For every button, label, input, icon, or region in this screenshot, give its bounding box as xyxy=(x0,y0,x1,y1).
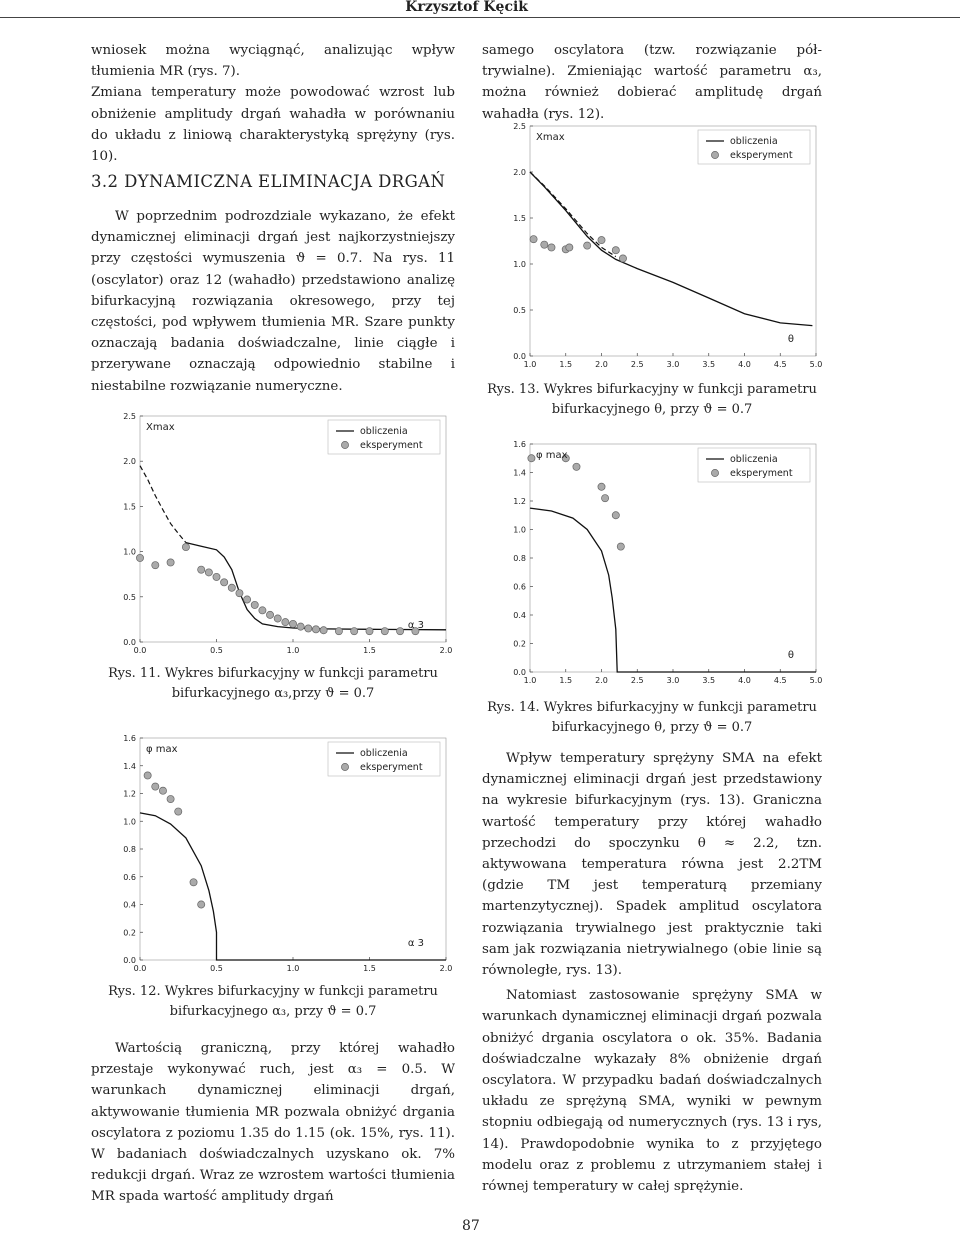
y-tick-label: 0.6 xyxy=(123,872,136,882)
experiment-point xyxy=(573,463,580,470)
y-axis-label: φ max xyxy=(536,450,568,461)
page-number: 87 xyxy=(462,1218,480,1234)
experiment-point xyxy=(598,236,605,243)
experiment-point xyxy=(221,579,228,586)
legend-point-symbol xyxy=(711,151,718,158)
experiment-point xyxy=(259,607,266,614)
figure-13-chart xyxy=(498,112,828,374)
experiment-point xyxy=(159,787,166,794)
x-tick-label: 2.5 xyxy=(630,360,644,369)
x-tick-label: 4.0 xyxy=(738,676,751,685)
y-tick-label: 0.0 xyxy=(123,638,136,647)
experiment-point xyxy=(167,559,174,566)
experiment-point xyxy=(274,615,281,622)
x-tick-label: 1.0 xyxy=(286,646,300,655)
y-tick-label: 0.0 xyxy=(513,352,526,361)
paragraph: samego oscylatora (tzw. rozwiązanie pół-trywialne). Zmieniając wartość parametru α₃, można również dobierać amplitudę drgań wahadła (rys. 12). xyxy=(482,43,822,122)
y-tick-label: 0.8 xyxy=(513,554,526,563)
experiment-point xyxy=(297,623,304,630)
x-tick-label: 1.0 xyxy=(286,964,300,973)
experiment-point xyxy=(601,495,608,502)
y-tick-label: 1.6 xyxy=(513,440,526,449)
left-column-bottom xyxy=(91,1038,455,1208)
experiment-point xyxy=(190,879,197,886)
x-tick-label: 5.0 xyxy=(809,676,823,685)
y-tick-label: 0.4 xyxy=(513,611,526,620)
x-tick-label: 3.0 xyxy=(666,676,680,685)
legend-label: obliczenia xyxy=(360,748,408,759)
experiment-point xyxy=(198,566,205,573)
experiment-point xyxy=(289,620,296,627)
legend-point-symbol xyxy=(711,469,718,476)
figure-12-caption: Rys. 12. Wykres bifurkacyjny w funkcji parametru bifurkacyjnego α₃, przy ϑ = 0.7 xyxy=(108,984,438,1019)
y-tick-label: 2.0 xyxy=(123,457,136,467)
x-tick-label: 2.0 xyxy=(439,646,453,655)
x-tick-label: 4.5 xyxy=(773,676,787,685)
experiment-point xyxy=(167,795,174,802)
experiment-point xyxy=(152,562,159,569)
experiment-point xyxy=(566,244,573,251)
experiment-point xyxy=(266,611,273,618)
legend-label: eksperyment xyxy=(360,762,423,773)
left-column-mid xyxy=(91,206,455,397)
y-tick-label: 1.0 xyxy=(123,547,136,557)
experiment-point xyxy=(312,626,319,633)
y-tick-label: 2.5 xyxy=(513,122,526,131)
experiment-point xyxy=(136,554,143,561)
x-tick-label: 2.0 xyxy=(439,964,453,973)
x-tick-label: 1.5 xyxy=(363,964,376,973)
legend-label: eksperyment xyxy=(360,440,423,451)
y-tick-label: 0.5 xyxy=(123,592,136,602)
y-tick-label: 2.5 xyxy=(123,412,136,421)
legend-point-symbol xyxy=(341,763,348,770)
y-axis-label: Xmax xyxy=(536,132,565,143)
x-tick-label: 1.0 xyxy=(523,360,537,369)
x-tick-label: 3.5 xyxy=(702,360,716,369)
x-tick-label: 1.5 xyxy=(559,360,573,369)
y-tick-label: 0.5 xyxy=(513,306,526,315)
legend-label: obliczenia xyxy=(360,426,408,437)
y-tick-label: 1.5 xyxy=(123,502,136,512)
experiment-point xyxy=(305,625,312,632)
y-tick-label: 0.2 xyxy=(513,639,526,649)
x-tick-label: 0.5 xyxy=(210,646,223,655)
paragraph: Zmiana temperatury może powodować wzrost lub obniżenie amplitudy drgań wahadła w porównaniu do układu z liniową charakterystyką sprężyny (rys. 10). xyxy=(91,85,455,165)
figure-11-chart xyxy=(108,402,458,660)
paragraph: W poprzednim podrozdziale wykazano, że efekt dynamicznej eliminacji drgań jest najkorzystniejszy przy częstości wymuszenia ϑ = 0.7. Na rys. 11 (oscylator) oraz 12 (wahadło) przedstawiono analizę bifurkacyjną rozwiązania okresowego, przy tej częstości, pod wpływem tłumienia MR. Szare punkty oznaczają badania doświadczalne, linie ciągłe i przerywane oznaczają odpowiednio stabilne i niestabilne rozwiązanie numeryczne. xyxy=(91,209,455,394)
x-axis-label: α 3 xyxy=(407,620,424,631)
x-tick-label: 2.0 xyxy=(595,676,608,685)
experiment-point xyxy=(612,247,619,254)
x-tick-label: 5.0 xyxy=(809,360,823,369)
experiment-point xyxy=(548,244,555,251)
y-tick-label: 0.2 xyxy=(123,928,136,938)
experiment-point xyxy=(612,512,619,519)
experiment-point xyxy=(541,241,548,248)
figure-14-chart xyxy=(498,430,828,690)
paragraph: Wpływ temperatury sprężyny SMA na efekt dynamicznej eliminacji drgań jest przedstawiony na wykresie bifurkacyjnym (rys. 13). Graniczna wartość temperatury przy której wahadło przechodzi do spoczynku θ ≈ 2.2, tzn. aktywowana temperatura równa jest 2.2TM (gdzie TM jest temperaturą przemiany martenzytycznej). Spadek amplitud oscylatora rozwiązania trywialnego jest praktycznie taki sam jak rozwiązania nietrywialnego (obie linie są równoległe, rys. 13). xyxy=(482,751,822,979)
experiment-point xyxy=(598,483,605,490)
y-tick-label: 1.2 xyxy=(513,497,526,506)
experiment-point xyxy=(335,628,342,635)
experiment-point xyxy=(619,255,626,262)
experiment-point xyxy=(584,242,591,249)
y-tick-label: 0.0 xyxy=(123,956,136,965)
experiment-point xyxy=(528,455,535,462)
x-tick-label: 1.5 xyxy=(363,646,376,655)
x-tick-label: 0.0 xyxy=(133,964,147,973)
experiment-point xyxy=(213,573,220,580)
y-tick-label: 1.0 xyxy=(123,817,136,827)
experiment-point xyxy=(144,772,151,779)
y-tick-label: 1.4 xyxy=(123,761,136,771)
right-column-bottom xyxy=(482,748,822,1197)
experiment-point xyxy=(251,601,258,608)
paragraph: wniosek można wyciągnąć, analizując wpływ tłumienia MR (rys. 7). xyxy=(91,43,455,80)
x-axis-label: α 3 xyxy=(407,938,424,949)
x-tick-label: 1.0 xyxy=(523,676,537,685)
experiment-point xyxy=(198,901,205,908)
experiment-point xyxy=(282,619,289,626)
x-axis-label: θ xyxy=(787,334,794,345)
figure-13-caption: Rys. 13. Wykres bifurkacyjny w funkcji parametru bifurkacyjnego θ, przy ϑ = 0.7 xyxy=(487,382,817,417)
stable-branch-line xyxy=(140,813,446,960)
legend-label: obliczenia xyxy=(730,454,778,465)
y-tick-label: 1.0 xyxy=(513,260,526,269)
x-tick-label: 4.0 xyxy=(738,360,751,369)
experiment-point xyxy=(366,628,373,635)
y-tick-label: 1.4 xyxy=(513,468,526,478)
experiment-point xyxy=(182,543,189,550)
experiment-point xyxy=(236,590,243,597)
y-tick-label: 1.6 xyxy=(123,734,136,743)
y-axis-label: Xmax xyxy=(146,422,175,433)
left-column-top xyxy=(91,40,455,167)
x-tick-label: 3.0 xyxy=(666,360,680,369)
y-tick-label: 0.8 xyxy=(123,845,136,854)
header-author: Krzysztof Kęcik xyxy=(405,0,528,15)
x-tick-label: 2.0 xyxy=(595,360,608,369)
x-tick-label: 3.5 xyxy=(702,676,716,685)
experiment-point xyxy=(397,628,404,635)
experiment-point xyxy=(530,236,537,243)
experiment-point xyxy=(175,808,182,815)
x-tick-label: 4.5 xyxy=(773,360,787,369)
paragraph: Wartością graniczną, przy której wahadło przestaje wykonywać ruch, jest α₃ = 0.5. W warunkach dynamicznej eliminacji drgań, aktywowanie tłumienia MR pozwala obniżyć drgania oscylatora z poziomu 1.35 do 1.15 (ok. 15%, rys. 11). W badaniach doświadczalnych uzyskano ok. 7% redukcji drgań. Wraz ze wzrostem wartości tłumienia MR spada wartość amplitudy drgań xyxy=(91,1041,455,1205)
x-tick-label: 0.0 xyxy=(133,646,147,655)
figure-14-caption: Rys. 14. Wykres bifurkacyjny w funkcji parametru bifurkacyjnego θ, przy ϑ = 0.7 xyxy=(487,700,817,735)
paragraph: Natomiast zastosowanie sprężyny SMA w warunkach dynamicznej eliminacji drgań pozwala obniżyć drgania oscylatora o ok. 35%. Badania doświadczalne wykazały 8% obniżenie drgań oscylatora. W przypadku badań doświadczalnych układu ze sprężyną SMA, wyniki w pewnym stopniu odbiegają od numerycznych (rys. 13 i rys, 14). Prawdopodobnie wynika to z przyjętego modelu oraz z problemu z utrzymaniem stałej i równej temperatury w całej sprężynie. xyxy=(482,988,822,1195)
experiment-point xyxy=(244,596,251,603)
figure-11-caption: Rys. 11. Wykres bifurkacyjny w funkcji parametru bifurkacyjnego α₃,przy ϑ = 0.7 xyxy=(108,666,438,701)
y-tick-label: 1.0 xyxy=(513,525,526,535)
y-tick-label: 2.0 xyxy=(513,168,526,177)
x-tick-label: 1.5 xyxy=(559,676,573,685)
unstable-branch-line xyxy=(140,466,186,543)
y-axis-label: φ max xyxy=(146,744,178,755)
y-tick-label: 1.5 xyxy=(513,214,526,223)
legend-label: obliczenia xyxy=(730,136,778,147)
experiment-point xyxy=(228,584,235,591)
experiment-point xyxy=(381,628,388,635)
legend-point-symbol xyxy=(341,441,348,448)
x-tick-label: 2.5 xyxy=(630,676,644,685)
experiment-point xyxy=(617,543,624,550)
y-tick-label: 0.6 xyxy=(513,582,526,592)
legend-label: eksperyment xyxy=(730,150,793,161)
y-tick-label: 0.0 xyxy=(513,668,526,677)
x-axis-label: θ xyxy=(787,650,794,661)
figure-12-chart xyxy=(108,724,458,978)
experiment-point xyxy=(320,627,327,634)
legend-label: eksperyment xyxy=(730,468,793,479)
experiment-point xyxy=(152,783,159,790)
x-tick-label: 0.5 xyxy=(210,964,223,973)
experiment-point xyxy=(351,628,358,635)
section-title: 3.2 DYNAMICZNA ELIMINACJA DRGAŃ xyxy=(91,172,446,191)
y-tick-label: 1.2 xyxy=(123,789,136,799)
running-header xyxy=(0,0,960,18)
experiment-point xyxy=(205,569,212,576)
stable-branch-line xyxy=(530,508,816,672)
y-tick-label: 0.4 xyxy=(123,900,136,910)
